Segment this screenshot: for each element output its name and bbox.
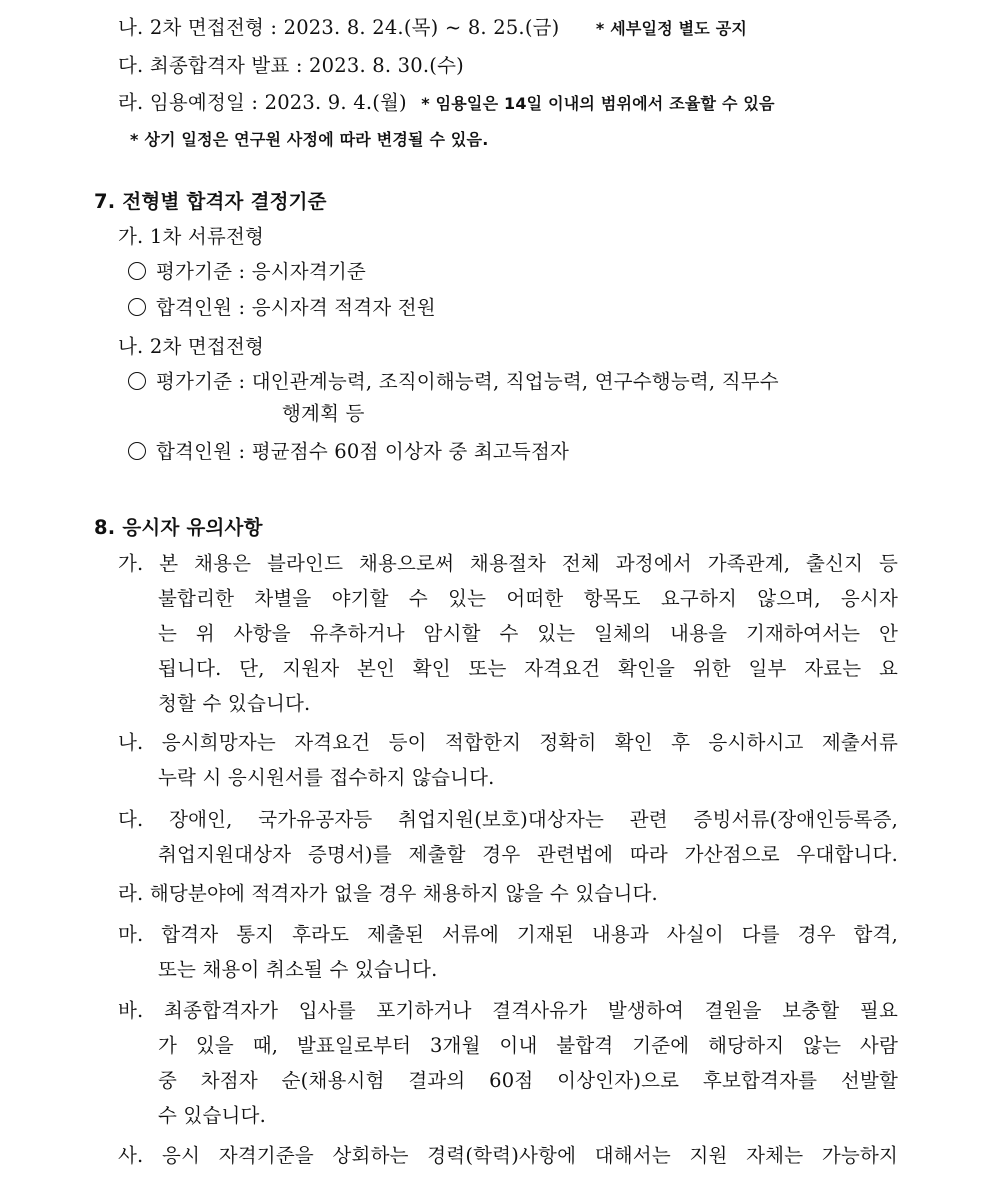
section-7-a-item-2 bbox=[128, 294, 436, 322]
section-7-b-item-2 bbox=[128, 438, 569, 466]
section-8-sa-line-1: 사. 응시 자격기준을 상회하는 경력(학력)사항에 대해서는 지원 자체는 가능하지 bbox=[118, 1144, 898, 1167]
section-7-b-item-1-text: 평가기준 : 대인관계능력, 조직이해능력, 직업능력, 연구수행능력, 직무수 bbox=[156, 370, 779, 393]
section-8-ga-line-5: 청할 수 있습니다. bbox=[158, 692, 311, 715]
section-8-ba-line-3: 중 차점자 순(채용시험 결과의 60점 이상인자)으로 후보합격자를 선발할 bbox=[158, 1069, 898, 1092]
section-7-a-item-2-text: 합격인원 : 응시자격 적격자 전원 bbox=[156, 296, 436, 319]
section-7-b-title: 나. 2차 면접전형 bbox=[118, 335, 265, 358]
section-7-a-item-1-text: 평가기준 : 응시자격기준 bbox=[156, 260, 366, 283]
section-7-a-item-1 bbox=[128, 258, 366, 286]
appointment-date-text: 라. 임용예정일 : 2023. 9. 4.(월) bbox=[118, 91, 407, 114]
section-8-ga-line-3: 는 위 사항을 유추하거나 암시할 수 있는 일체의 내용을 기재하여서는 안 bbox=[158, 622, 898, 645]
schedule-change-note: * 상기 일정은 연구원 사정에 따라 변경될 수 있음. bbox=[130, 130, 489, 149]
appointment-date-line bbox=[118, 89, 775, 118]
section-8-ba-line-2: 가 있을 때, 발표일로부터 3개월 이내 불합격 기준에 해당하지 않는 사람 bbox=[158, 1034, 898, 1057]
section-8-ba-line-1: 바. 최종합격자가 입사를 포기하거나 결격사유가 발생하여 결원을 보충할 필요 bbox=[118, 999, 898, 1022]
section-7-b-item-1 bbox=[128, 368, 779, 396]
section-8-da-line-2: 취업지원대상자 증명서)를 제출할 경우 관련법에 따라 가산점으로 우대합니다. bbox=[158, 843, 898, 866]
section-8-ba-line-4: 수 있습니다. bbox=[158, 1104, 266, 1127]
section-8-ma-line-2: 또는 채용이 취소될 수 있습니다. bbox=[158, 958, 438, 981]
circle-bullet-icon bbox=[128, 372, 146, 390]
interview-schedule-text: 나. 2차 면접전형 : 2023. 8. 24.(목) ~ 8. 25.(금) bbox=[118, 16, 560, 39]
section-8-na-line-1: 나. 응시희망자는 자격요건 등이 적합한지 정확히 확인 후 응시하시고 제출서류 bbox=[118, 731, 898, 754]
section-8-da-line-1: 다. 장애인, 국가유공자등 취업지원(보호)대상자는 관련 증빙서류(장애인등록증, bbox=[118, 808, 898, 831]
interview-schedule-line bbox=[118, 14, 747, 43]
section-8-ga-line-4: 됩니다. 단, 지원자 본인 확인 또는 자격요건 확인을 위한 일부 자료는 요 bbox=[158, 657, 898, 680]
section-7-title: 7. 전형별 합격자 결정기준 bbox=[94, 190, 327, 213]
circle-bullet-icon bbox=[128, 262, 146, 280]
section-8-ra-line-1: 라. 해당분야에 적격자가 없을 경우 채용하지 않을 수 있습니다. bbox=[118, 882, 658, 905]
section-7-b-item-2-text: 합격인원 : 평균점수 60점 이상자 중 최고득점자 bbox=[156, 440, 570, 463]
section-8-title: 8. 응시자 유의사항 bbox=[94, 516, 263, 539]
section-8-na-line-2: 누락 시 응시원서를 접수하지 않습니다. bbox=[158, 766, 495, 789]
section-8-ga-line-2: 불합리한 차별을 야기할 수 있는 어떠한 항목도 요구하지 않으며, 응시자 bbox=[158, 587, 898, 610]
section-8-ma-line-1: 마. 합격자 통지 후라도 제출된 서류에 기재된 내용과 사실이 다를 경우 합격, bbox=[118, 923, 898, 946]
section-7-b-item-1-continuation: 행계획 등 bbox=[282, 402, 365, 425]
final-announcement-line: 다. 최종합격자 발표 : 2023. 8. 30.(수) bbox=[118, 54, 464, 77]
appointment-date-note: * 임용일은 14일 이내의 범위에서 조율할 수 있음 bbox=[421, 94, 775, 113]
circle-bullet-icon bbox=[128, 298, 146, 316]
section-8-ga-line-1: 가. 본 채용은 블라인드 채용으로써 채용절차 전체 과정에서 가족관계, 출신지 등 bbox=[118, 552, 898, 575]
section-7-a-title: 가. 1차 서류전형 bbox=[118, 225, 265, 248]
circle-bullet-icon bbox=[128, 442, 146, 460]
interview-schedule-note: * 세부일정 별도 공지 bbox=[595, 19, 748, 38]
